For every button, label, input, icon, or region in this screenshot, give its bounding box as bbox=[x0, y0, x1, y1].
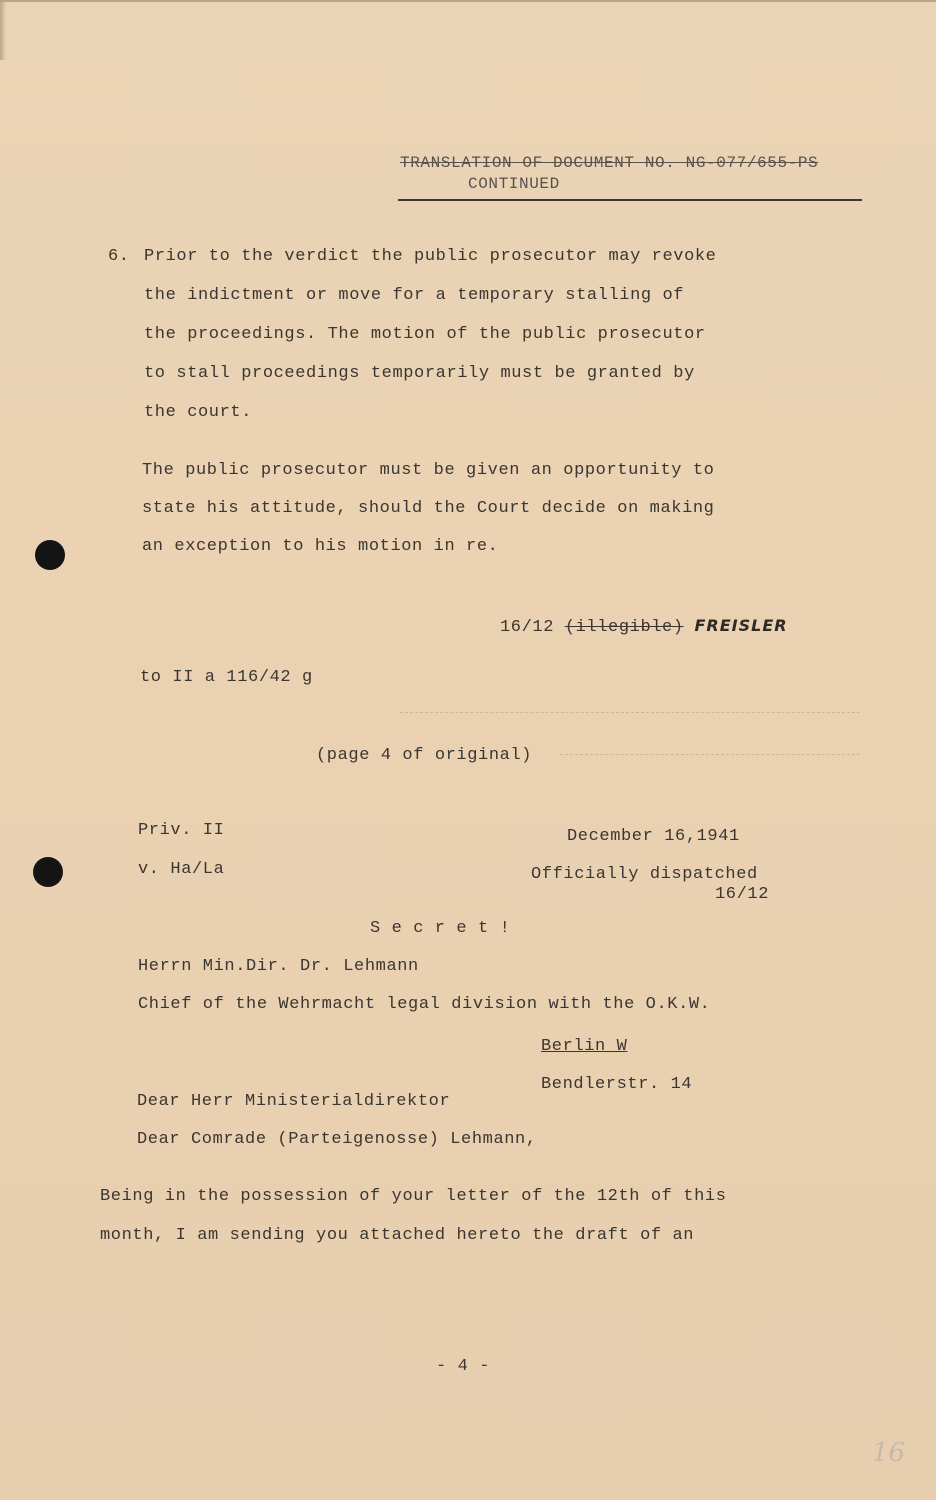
letter-dispatched-date: 16/12 bbox=[715, 885, 770, 904]
faint-dotted-rule bbox=[400, 712, 860, 713]
signature-line bbox=[500, 616, 788, 637]
handwritten-folio: 16 bbox=[872, 1438, 906, 1468]
secret-marking: S e c r e t ! bbox=[370, 919, 511, 938]
letter-reference: v. Ha/La bbox=[138, 860, 225, 879]
header-line-2: CONTINUED bbox=[468, 175, 560, 193]
paragraph-line: state his attitude, should the Court decide on making bbox=[142, 499, 715, 518]
page-of-original-note: (page 4 of original) bbox=[316, 746, 533, 765]
section-line: the court. bbox=[144, 403, 253, 422]
punch-hole bbox=[35, 540, 65, 570]
section-line: Prior to the verdict the public prosecutor may revoke bbox=[144, 247, 717, 266]
section-line: the indictment or move for a temporary stalling of bbox=[144, 286, 685, 305]
letter-salutation: Dear Herr Ministerialdirektor bbox=[137, 1092, 451, 1111]
header-line-1: TRANSLATION OF DOCUMENT NO. NG-077/655-PS bbox=[400, 154, 819, 172]
page-top-edge bbox=[0, 0, 936, 2]
section-line: the proceedings. The motion of the public prosecutor bbox=[144, 325, 706, 344]
signature-name: FREISLER bbox=[694, 616, 788, 635]
letter-priv: Priv. II bbox=[138, 821, 225, 840]
letter-body-line: month, I am sending you attached hereto the draft of an bbox=[100, 1226, 695, 1245]
signature-date: 16/12 bbox=[500, 618, 555, 637]
letter-addressee-title: Chief of the Wehrmacht legal division with the O.K.W. bbox=[138, 995, 711, 1014]
letter-city: Berlin W bbox=[541, 1037, 628, 1056]
paragraph-line: The public prosecutor must be given an opportunity to bbox=[142, 461, 715, 480]
letter-dispatched: Officially dispatched bbox=[531, 865, 758, 884]
letter-date: December 16,1941 bbox=[567, 827, 740, 846]
signature-illegible: (illegible) bbox=[564, 618, 684, 637]
page-number: - 4 - bbox=[436, 1357, 491, 1376]
paragraph-line: an exception to his motion in re. bbox=[142, 537, 499, 556]
faint-dotted-rule bbox=[560, 754, 860, 755]
letter-salutation: Dear Comrade (Parteigenosse) Lehmann, bbox=[137, 1130, 537, 1149]
letter-addressee: Herrn Min.Dir. Dr. Lehmann bbox=[138, 957, 419, 976]
page-left-edge bbox=[0, 0, 6, 60]
section-number: 6. bbox=[108, 247, 130, 266]
punch-hole bbox=[33, 857, 63, 887]
header-rule bbox=[398, 199, 862, 201]
letter-street: Bendlerstr. 14 bbox=[541, 1075, 693, 1094]
reference-number: to II a 116/42 g bbox=[140, 668, 313, 687]
letter-body-line: Being in the possession of your letter of the 12th of this bbox=[100, 1187, 727, 1206]
section-line: to stall proceedings temporarily must be granted by bbox=[144, 364, 695, 383]
